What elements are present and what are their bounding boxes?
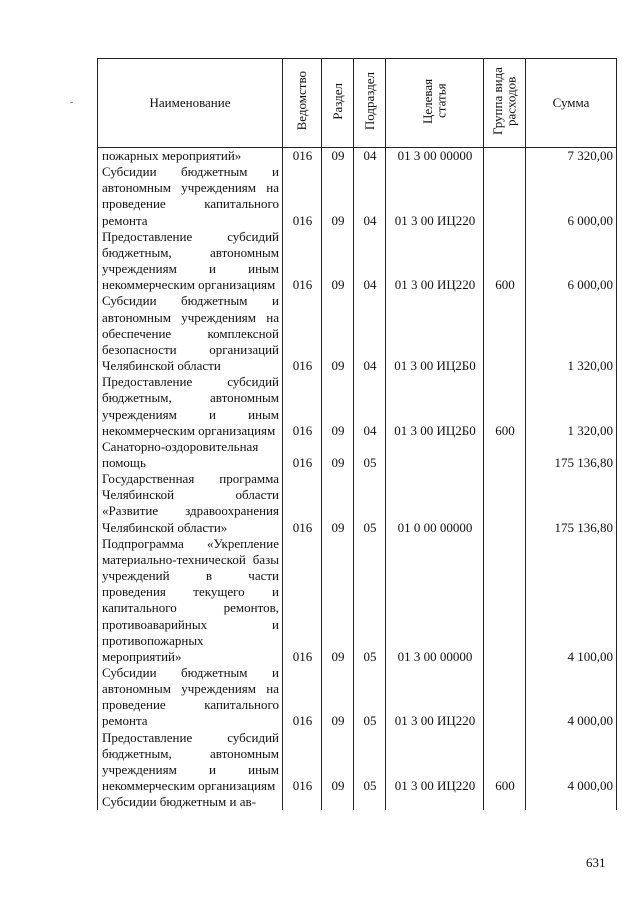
cell-name: Санаторно-оздоровительная помощь (98, 439, 283, 471)
cell-name: Предоставление субсидий бюджетным, автономным учреждениям и иным некоммерческим организациям (98, 229, 283, 294)
cell-name: Субсидии бюджетным и автономным учреждениям на проведение капитального ремонта (98, 665, 283, 730)
table-header-row (98, 59, 617, 148)
cell-section: 09 (322, 293, 354, 374)
cell-subsection: 05 (354, 536, 386, 665)
cell-expense-group (484, 293, 526, 374)
cell-expense-group (484, 164, 526, 229)
cell-department: 016 (283, 148, 322, 165)
cell-target-article: 01 3 00 00000 (386, 536, 484, 665)
cell-sum: 1 320,00 (526, 293, 617, 374)
cell-section: 09 (322, 536, 354, 665)
cell-department: 016 (283, 229, 322, 294)
cell-department: 016 (283, 374, 322, 439)
header-department: Ведомство (283, 59, 322, 148)
table-row (98, 794, 617, 810)
cell-sum: 4 000,00 (526, 730, 617, 795)
cell-target-article: 01 3 00 ИЦ2Б0 (386, 293, 484, 374)
cell-target-article: 01 3 00 ИЦ2Б0 (386, 374, 484, 439)
cell-name: пожарных мероприятий» (98, 148, 283, 165)
table-row (98, 439, 617, 471)
cell-subsection: 04 (354, 229, 386, 294)
cell-expense-group (484, 536, 526, 665)
cell-name: Предоставление субсидий бюджетным, автономным учреждениям и иным некоммерческим организациям (98, 730, 283, 795)
cell-expense-group (484, 665, 526, 730)
cell-section: 09 (322, 471, 354, 536)
cell-target-article: 01 3 00 ИЦ220 (386, 229, 484, 294)
cell-target-article (386, 794, 484, 810)
cell-section: 09 (322, 730, 354, 795)
cell-name: Субсидии бюджетным и автономным учреждениям на проведение капитального ремонта (98, 164, 283, 229)
cell-department: 016 (283, 665, 322, 730)
header-sum: Сумма (526, 59, 617, 148)
cell-department: 016 (283, 471, 322, 536)
cell-expense-group (484, 439, 526, 471)
cell-department: 016 (283, 439, 322, 471)
cell-section: 09 (322, 164, 354, 229)
budget-table (97, 58, 617, 810)
cell-sum: 4 000,00 (526, 665, 617, 730)
cell-target-article: 01 0 00 00000 (386, 471, 484, 536)
cell-name: Предоставление субсидий бюджетным, автономным учреждениям и иным некоммерческим организациям (98, 374, 283, 439)
cell-sum: 6 000,00 (526, 164, 617, 229)
cell-sum: 1 320,00 (526, 374, 617, 439)
header-expense-group: Группа вида расходов (484, 59, 526, 148)
header-target-article: Целевая статья (386, 59, 484, 148)
cell-sum: 175 136,80 (526, 471, 617, 536)
table-body (98, 148, 617, 811)
header-name: Наименование (98, 59, 283, 148)
cell-target-article: 01 3 00 ИЦ220 (386, 730, 484, 795)
cell-expense-group (484, 794, 526, 810)
table-row (98, 665, 617, 730)
table-row (98, 229, 617, 294)
cell-expense-group: 600 (484, 229, 526, 294)
cell-sum (526, 794, 617, 810)
cell-target-article: 01 3 00 00000 (386, 148, 484, 165)
cell-subsection: 04 (354, 374, 386, 439)
cell-subsection: 04 (354, 148, 386, 165)
cell-sum: 6 000,00 (526, 229, 617, 294)
cell-department (283, 794, 322, 810)
header-section: Раздел (322, 59, 354, 148)
cell-subsection: 05 (354, 665, 386, 730)
cell-section: 09 (322, 439, 354, 471)
table-row (98, 148, 617, 165)
cell-subsection: 05 (354, 439, 386, 471)
cell-section: 09 (322, 148, 354, 165)
cell-expense-group (484, 148, 526, 165)
table-row (98, 730, 617, 795)
cell-subsection: 04 (354, 164, 386, 229)
cell-name: Субсидии бюджетным и ав- (98, 794, 283, 810)
cell-department: 016 (283, 730, 322, 795)
cell-expense-group: 600 (484, 374, 526, 439)
cell-target-article: 01 3 00 ИЦ220 (386, 164, 484, 229)
cell-subsection: 05 (354, 730, 386, 795)
table-row (98, 536, 617, 665)
cell-subsection: 04 (354, 293, 386, 374)
header-subsection: Подраздел (354, 59, 386, 148)
cell-department: 016 (283, 536, 322, 665)
cell-subsection: 05 (354, 471, 386, 536)
table-row (98, 164, 617, 229)
cell-name: Субсидии бюджетным и автономным учреждениям на обеспечение комплексной безопасности организаций Челябинской области (98, 293, 283, 374)
cell-target-article (386, 439, 484, 471)
cell-sum: 4 100,00 (526, 536, 617, 665)
cell-section (322, 794, 354, 810)
cell-department: 016 (283, 164, 322, 229)
cell-section: 09 (322, 374, 354, 439)
cell-target-article: 01 3 00 ИЦ220 (386, 665, 484, 730)
cell-sum: 175 136,80 (526, 439, 617, 471)
cell-expense-group: 600 (484, 730, 526, 795)
cell-sum: 7 320,00 (526, 148, 617, 165)
margin-mark (70, 102, 73, 103)
table-row (98, 293, 617, 374)
cell-subsection (354, 794, 386, 810)
cell-section: 09 (322, 229, 354, 294)
cell-section: 09 (322, 665, 354, 730)
cell-name: Подпрограмма «Укрепление материально-технической базы учреждений в части проведения текущего и капитального ремонтов, противоаварийных и противопожарных мероприятий» (98, 536, 283, 665)
page-number: 631 (586, 855, 606, 870)
cell-expense-group (484, 471, 526, 536)
cell-department: 016 (283, 293, 322, 374)
cell-name: Государственная программа Челябинской области «Развитие здравоохранения Челябинской области» (98, 471, 283, 536)
table-row (98, 471, 617, 536)
table-row (98, 374, 617, 439)
